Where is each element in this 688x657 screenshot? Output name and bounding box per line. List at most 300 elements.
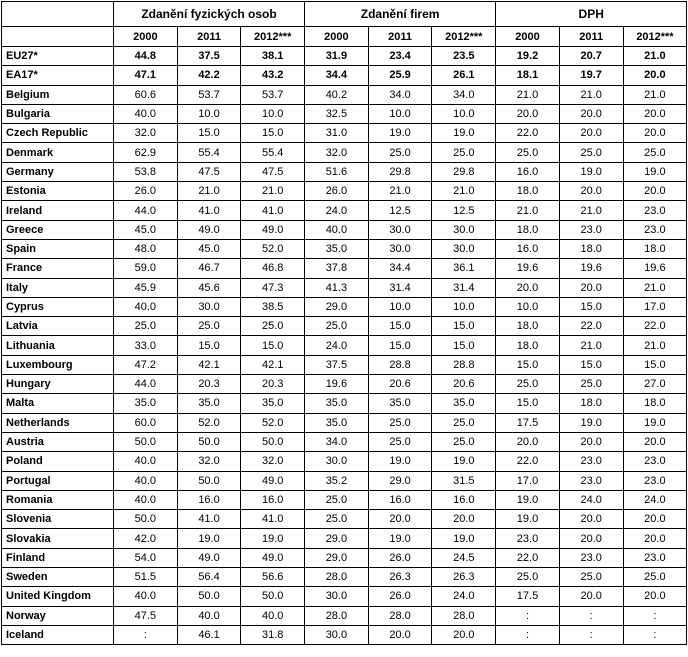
rate-cell: 51.6 [305, 162, 369, 181]
rate-cell: 20.0 [559, 432, 623, 451]
rate-cell: 23.0 [623, 220, 687, 239]
rate-cell: 18.1 [496, 66, 560, 85]
country-name: Czech Republic [2, 124, 114, 143]
rate-cell: 24.5 [432, 548, 496, 567]
corner-cell [2, 27, 114, 47]
rate-cell: 30.0 [432, 239, 496, 258]
rate-cell: 62.9 [114, 143, 178, 162]
rate-cell: 28.0 [305, 568, 369, 587]
rate-cell: 20.0 [496, 432, 560, 451]
rate-cell: 26.0 [305, 182, 369, 201]
table-row [2, 432, 687, 451]
table-row [2, 124, 687, 143]
table-row [2, 201, 687, 220]
rate-cell: 20.0 [623, 529, 687, 548]
rate-cell: 15.0 [496, 355, 560, 374]
rate-cell: 25.0 [241, 317, 305, 336]
rate-cell: 46.7 [177, 259, 241, 278]
table-row [2, 548, 687, 567]
rate-cell: 23.0 [623, 471, 687, 490]
table-row [2, 220, 687, 239]
rate-cell: 55.4 [177, 143, 241, 162]
rate-cell: 42.1 [177, 355, 241, 374]
rate-cell: 23.0 [496, 529, 560, 548]
rate-cell: 15.0 [368, 317, 432, 336]
rate-cell: 60.0 [114, 413, 178, 432]
rate-cell: 26.0 [368, 587, 432, 606]
country-name: Malta [2, 394, 114, 413]
rate-cell: 15.0 [241, 124, 305, 143]
rate-cell: 31.5 [432, 471, 496, 490]
rate-cell: 19.6 [623, 259, 687, 278]
rate-cell: 31.0 [305, 124, 369, 143]
rate-cell: 23.0 [623, 548, 687, 567]
table-row [2, 452, 687, 471]
rate-cell: 49.0 [241, 471, 305, 490]
rate-cell: 52.0 [241, 239, 305, 258]
rate-cell: 20.0 [623, 182, 687, 201]
rate-cell: 26.0 [114, 182, 178, 201]
rate-cell: 40.0 [114, 104, 178, 123]
rate-cell: 18.0 [623, 394, 687, 413]
country-name: Estonia [2, 182, 114, 201]
rate-cell: 44.8 [114, 47, 178, 66]
rate-cell: 22.0 [496, 548, 560, 567]
rate-cell: 48.0 [114, 239, 178, 258]
table-row [2, 625, 687, 644]
rate-cell: 26.1 [432, 66, 496, 85]
rate-cell: 25.0 [496, 375, 560, 394]
rate-cell: 40.2 [305, 85, 369, 104]
rate-cell: 47.1 [114, 66, 178, 85]
rate-cell: 19.0 [177, 529, 241, 548]
rate-cell: 18.0 [623, 239, 687, 258]
table-row [2, 66, 687, 85]
rate-cell: 15.0 [559, 297, 623, 316]
rate-cell: 53.8 [114, 162, 178, 181]
year-header: 2012*** [623, 27, 687, 47]
table-row [2, 278, 687, 297]
rate-cell: 21.0 [496, 85, 560, 104]
rate-cell: 30.0 [368, 220, 432, 239]
table-row [2, 104, 687, 123]
rate-cell: 18.0 [496, 182, 560, 201]
rate-cell: 22.0 [496, 124, 560, 143]
rate-cell: 40.0 [114, 490, 178, 509]
rate-cell: 19.0 [432, 452, 496, 471]
rate-cell: 35.0 [177, 394, 241, 413]
table-row [2, 239, 687, 258]
rate-cell: 34.0 [305, 432, 369, 451]
rate-cell: 31.9 [305, 47, 369, 66]
rate-cell: 15.0 [368, 336, 432, 355]
rate-cell: 31.4 [368, 278, 432, 297]
rate-cell: 19.6 [496, 259, 560, 278]
rate-cell: 16.0 [496, 239, 560, 258]
rate-cell: 25.0 [623, 143, 687, 162]
rate-cell: : [559, 625, 623, 644]
rate-cell: 18.0 [559, 239, 623, 258]
rate-cell: 24.0 [432, 587, 496, 606]
rate-cell: 38.1 [241, 47, 305, 66]
rate-cell: 25.0 [305, 490, 369, 509]
table-row [2, 297, 687, 316]
rate-cell: 41.0 [177, 510, 241, 529]
rate-cell: 31.8 [241, 625, 305, 644]
rate-cell: 49.0 [177, 548, 241, 567]
rate-cell: 34.4 [368, 259, 432, 278]
rate-cell: 16.0 [368, 490, 432, 509]
rate-cell: 25.0 [432, 413, 496, 432]
rate-cell: 10.0 [368, 297, 432, 316]
year-header: 2012*** [241, 27, 305, 47]
rate-cell: 56.4 [177, 568, 241, 587]
rate-cell: 25.0 [368, 143, 432, 162]
rate-cell: 51.5 [114, 568, 178, 587]
rate-cell: 10.0 [432, 297, 496, 316]
rate-cell: 17.0 [496, 471, 560, 490]
rate-cell: 25.0 [496, 568, 560, 587]
rate-cell: 53.7 [177, 85, 241, 104]
rate-cell: 40.0 [241, 606, 305, 625]
rate-cell: 34.0 [368, 85, 432, 104]
rate-cell: 32.0 [305, 143, 369, 162]
rate-cell: 20.0 [368, 510, 432, 529]
rate-cell: 41.3 [305, 278, 369, 297]
rate-cell: 20.0 [623, 587, 687, 606]
country-name: Luxembourg [2, 355, 114, 374]
rate-cell: 23.0 [623, 452, 687, 471]
country-name: Poland [2, 452, 114, 471]
rate-cell: 30.0 [305, 625, 369, 644]
rate-cell: 23.0 [559, 471, 623, 490]
rate-cell: 24.0 [559, 490, 623, 509]
country-name: Bulgaria [2, 104, 114, 123]
rate-cell: 60.6 [114, 85, 178, 104]
year-header: 2012*** [432, 27, 496, 47]
rate-cell: 20.6 [432, 375, 496, 394]
table-row [2, 394, 687, 413]
table-row [2, 490, 687, 509]
rate-cell: 20.3 [177, 375, 241, 394]
rate-cell: 49.0 [241, 548, 305, 567]
rate-cell: 15.0 [177, 124, 241, 143]
rate-cell: 25.0 [114, 317, 178, 336]
rate-cell: 20.0 [623, 66, 687, 85]
country-name: Greece [2, 220, 114, 239]
rate-cell: 29.0 [305, 529, 369, 548]
tax-rates-table [1, 1, 687, 645]
rate-cell: 19.2 [496, 47, 560, 66]
rate-cell: 49.0 [177, 220, 241, 239]
rate-cell: 20.0 [496, 278, 560, 297]
table-row [2, 529, 687, 548]
rate-cell: 37.5 [305, 355, 369, 374]
country-name: Hungary [2, 375, 114, 394]
country-name: EA17* [2, 66, 114, 85]
rate-cell: 10.0 [496, 297, 560, 316]
rate-cell: 19.0 [496, 490, 560, 509]
rate-cell: 29.8 [368, 162, 432, 181]
rate-cell: 37.5 [177, 47, 241, 66]
rate-cell: 29.0 [305, 548, 369, 567]
rate-cell: 15.0 [623, 355, 687, 374]
rate-cell: 20.0 [432, 510, 496, 529]
rate-cell: 59.0 [114, 259, 178, 278]
rate-cell: 41.0 [241, 201, 305, 220]
rate-cell: 20.0 [559, 510, 623, 529]
rate-cell: 20.0 [623, 104, 687, 123]
rate-cell: 15.0 [432, 317, 496, 336]
rate-cell: 20.0 [623, 432, 687, 451]
rate-cell: 18.0 [496, 220, 560, 239]
rate-cell: 26.3 [368, 568, 432, 587]
rate-cell: 25.0 [177, 317, 241, 336]
rate-cell: 40.0 [114, 587, 178, 606]
rate-cell: 25.0 [368, 413, 432, 432]
rate-cell: 27.0 [623, 375, 687, 394]
country-name: Slovenia [2, 510, 114, 529]
group-header-vat: DPH [496, 2, 687, 27]
country-name: Denmark [2, 143, 114, 162]
country-name: Italy [2, 278, 114, 297]
table-row [2, 47, 687, 66]
rate-cell: 25.0 [559, 568, 623, 587]
rate-cell: 19.0 [432, 529, 496, 548]
rate-cell: 28.8 [368, 355, 432, 374]
rate-cell: 23.5 [432, 47, 496, 66]
rate-cell: 34.0 [432, 85, 496, 104]
table-row [2, 568, 687, 587]
rate-cell: 25.0 [432, 143, 496, 162]
rate-cell: 50.0 [177, 432, 241, 451]
rate-cell: 20.0 [496, 104, 560, 123]
rate-cell: 30.0 [305, 587, 369, 606]
rate-cell: 19.0 [368, 124, 432, 143]
rate-cell: 47.5 [241, 162, 305, 181]
rate-cell: 43.2 [241, 66, 305, 85]
rate-cell: 22.0 [559, 317, 623, 336]
rate-cell: 25.0 [623, 568, 687, 587]
table-row [2, 182, 687, 201]
rate-cell: 23.0 [559, 452, 623, 471]
rate-cell: 50.0 [241, 587, 305, 606]
rate-cell: 20.0 [559, 124, 623, 143]
table-row [2, 510, 687, 529]
table-row [2, 413, 687, 432]
table-row [2, 355, 687, 374]
country-name: Latvia [2, 317, 114, 336]
rate-cell: 24.0 [305, 201, 369, 220]
year-header: 2000 [305, 27, 369, 47]
rate-cell: 30.0 [305, 452, 369, 471]
rate-cell: 52.0 [177, 413, 241, 432]
rate-cell: 15.0 [241, 336, 305, 355]
rate-cell: 15.0 [432, 336, 496, 355]
table-row [2, 587, 687, 606]
rate-cell: 33.0 [114, 336, 178, 355]
country-name: Lithuania [2, 336, 114, 355]
rate-cell: 49.0 [241, 220, 305, 239]
rate-cell: 30.0 [368, 239, 432, 258]
table-row [2, 336, 687, 355]
rate-cell: 40.0 [114, 297, 178, 316]
rate-cell: 19.0 [368, 452, 432, 471]
rate-cell: 21.0 [177, 182, 241, 201]
rate-cell: 20.0 [559, 587, 623, 606]
rate-cell: 50.0 [114, 510, 178, 529]
rate-cell: 18.0 [496, 336, 560, 355]
country-name: France [2, 259, 114, 278]
rate-cell: 41.0 [177, 201, 241, 220]
rate-cell: 32.0 [114, 124, 178, 143]
rate-cell: 25.9 [368, 66, 432, 85]
rate-cell: 19.7 [559, 66, 623, 85]
rate-cell: 25.0 [305, 510, 369, 529]
rate-cell: 23.0 [623, 201, 687, 220]
rate-cell: 52.0 [241, 413, 305, 432]
rate-cell: 15.0 [496, 394, 560, 413]
year-header: 2011 [559, 27, 623, 47]
rate-cell: 17.0 [623, 297, 687, 316]
rate-cell: 32.0 [177, 452, 241, 471]
rate-cell: 21.0 [432, 182, 496, 201]
country-name: Portugal [2, 471, 114, 490]
rate-cell: 45.6 [177, 278, 241, 297]
rate-cell: 46.1 [177, 625, 241, 644]
group-header-personal-income: Zdanění fyzických osob [114, 2, 305, 27]
rate-cell: 16.0 [432, 490, 496, 509]
rate-cell: 23.0 [559, 548, 623, 567]
country-name: United Kingdom [2, 587, 114, 606]
rate-cell: 29.0 [305, 297, 369, 316]
rate-cell: 21.0 [559, 85, 623, 104]
rate-cell: 21.0 [559, 336, 623, 355]
country-name: Cyprus [2, 297, 114, 316]
country-name: Iceland [2, 625, 114, 644]
rate-cell: 21.0 [623, 336, 687, 355]
rate-cell: 35.0 [114, 394, 178, 413]
rate-cell: 53.7 [241, 85, 305, 104]
table-row [2, 85, 687, 104]
rate-cell: 42.1 [241, 355, 305, 374]
year-header: 2000 [114, 27, 178, 47]
rate-cell: 10.0 [432, 104, 496, 123]
rate-cell: 38.5 [241, 297, 305, 316]
country-name: Slovakia [2, 529, 114, 548]
country-name: Belgium [2, 85, 114, 104]
rate-cell: 47.5 [177, 162, 241, 181]
rate-cell: 34.4 [305, 66, 369, 85]
rate-cell: 10.0 [241, 104, 305, 123]
rate-cell: 32.0 [241, 452, 305, 471]
country-name: Germany [2, 162, 114, 181]
rate-cell: 10.0 [368, 104, 432, 123]
rate-cell: 25.0 [496, 143, 560, 162]
rate-cell: 40.0 [177, 606, 241, 625]
rate-cell: 28.0 [368, 606, 432, 625]
rate-cell: 18.0 [559, 394, 623, 413]
country-name: Norway [2, 606, 114, 625]
table-row [2, 471, 687, 490]
rate-cell: 19.6 [305, 375, 369, 394]
rate-cell: 50.0 [177, 471, 241, 490]
rate-cell: 22.0 [496, 452, 560, 471]
rate-cell: 21.0 [623, 85, 687, 104]
rate-cell: : [114, 625, 178, 644]
rate-cell: 19.6 [559, 259, 623, 278]
rate-cell: 20.0 [623, 124, 687, 143]
rate-cell: 50.0 [114, 432, 178, 451]
rate-cell: 21.0 [623, 278, 687, 297]
rate-cell: 35.0 [305, 239, 369, 258]
rate-cell: 35.0 [305, 394, 369, 413]
rate-cell: 30.0 [432, 220, 496, 239]
rate-cell: 31.4 [432, 278, 496, 297]
rate-cell: 20.0 [368, 625, 432, 644]
rate-cell: 28.0 [432, 606, 496, 625]
rate-cell: 25.0 [559, 143, 623, 162]
rate-cell: : [496, 625, 560, 644]
country-name: Spain [2, 239, 114, 258]
rate-cell: 19.0 [496, 510, 560, 529]
rate-cell: 41.0 [241, 510, 305, 529]
rate-cell: 16.0 [496, 162, 560, 181]
rate-cell: 21.0 [241, 182, 305, 201]
rate-cell: 20.3 [241, 375, 305, 394]
rate-cell: 44.0 [114, 375, 178, 394]
rate-cell: 21.0 [368, 182, 432, 201]
table-row [2, 375, 687, 394]
year-header: 2011 [177, 27, 241, 47]
rate-cell: 35.0 [368, 394, 432, 413]
rate-cell: 26.0 [368, 548, 432, 567]
corner-cell [2, 2, 114, 27]
rate-cell: 17.5 [496, 413, 560, 432]
rate-cell: 15.0 [559, 355, 623, 374]
country-name: Sweden [2, 568, 114, 587]
rate-cell: 16.0 [177, 490, 241, 509]
rate-cell: 29.0 [368, 471, 432, 490]
table-body [2, 47, 687, 645]
rate-cell: 21.0 [559, 201, 623, 220]
rate-cell: 30.0 [177, 297, 241, 316]
rate-cell: 24.0 [623, 490, 687, 509]
table-row [2, 162, 687, 181]
country-name: EU27* [2, 47, 114, 66]
rate-cell: 54.0 [114, 548, 178, 567]
rate-cell: 16.0 [241, 490, 305, 509]
rate-cell: 50.0 [241, 432, 305, 451]
table-row [2, 317, 687, 336]
rate-cell: 35.0 [432, 394, 496, 413]
rate-cell: 47.3 [241, 278, 305, 297]
rate-cell: 22.0 [623, 317, 687, 336]
rate-cell: 42.0 [114, 529, 178, 548]
table-row [2, 143, 687, 162]
rate-cell: 21.0 [623, 47, 687, 66]
rate-cell: 20.0 [432, 625, 496, 644]
rate-cell: 26.3 [432, 568, 496, 587]
rate-cell: 45.0 [114, 220, 178, 239]
rate-cell: 19.0 [623, 162, 687, 181]
rate-cell: 19.0 [559, 162, 623, 181]
rate-cell: 20.0 [559, 104, 623, 123]
country-name: Austria [2, 432, 114, 451]
country-name: Netherlands [2, 413, 114, 432]
rate-cell: 19.0 [432, 124, 496, 143]
table-row [2, 606, 687, 625]
